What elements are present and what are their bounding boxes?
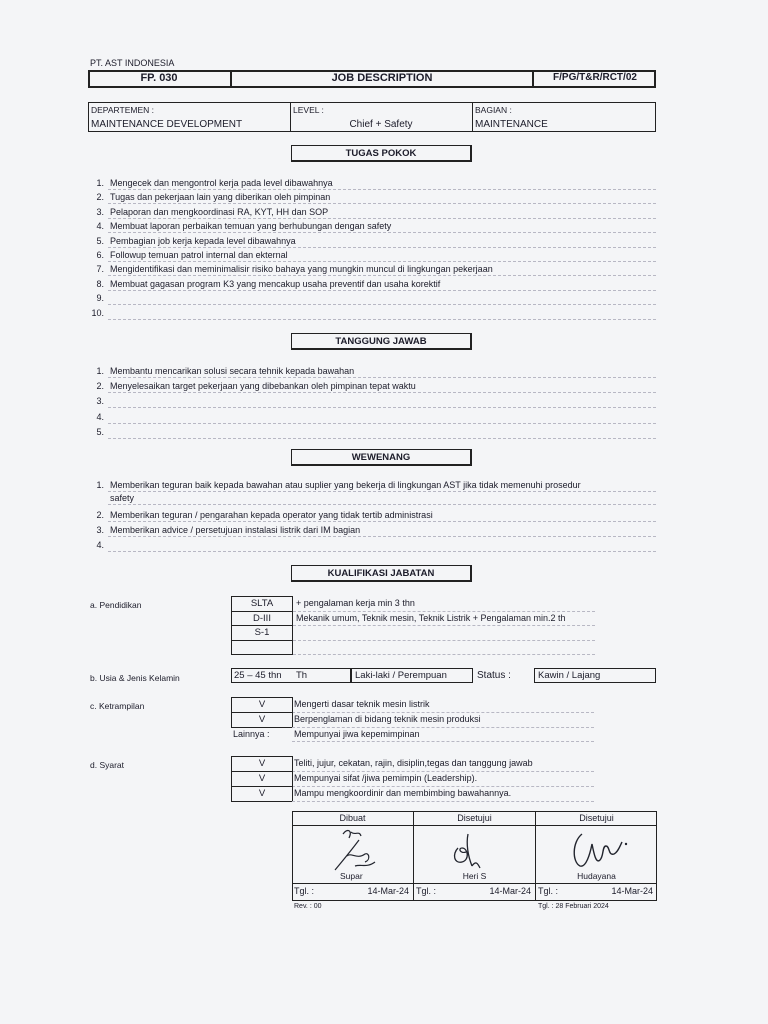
ketrampilan-checkmark: V: [231, 697, 293, 713]
dotted-line: [108, 392, 656, 393]
signature-date: 14-Mar-24: [367, 886, 409, 896]
list-number: 2.: [96, 510, 104, 520]
ketrampilan-label: c. Ketrampilan: [90, 701, 145, 711]
ketrampilan-text: Mengerti dasar teknik mesin listrik: [294, 699, 430, 709]
dotted-line: [108, 407, 656, 408]
signature-date-label: Tgl. :: [294, 886, 315, 896]
signature-name: Hudayana: [577, 871, 616, 881]
dotted-line: [108, 377, 656, 378]
dotted-line: [108, 275, 656, 276]
level-label: LEVEL :: [293, 105, 324, 115]
list-item-text: Mengidentifikasi dan meminimalisir risiko bahaya yang mungkin muncul di lingkungan pekerjaan: [110, 264, 493, 275]
status-label: Status :: [477, 670, 511, 681]
dotted-line: [293, 611, 595, 612]
department-label: DEPARTEMEN :: [91, 105, 154, 115]
list-item-text: Memberikan advice / persetujuan instalasi listrik dari IM bagian: [110, 525, 361, 535]
signature-date-label: Tgl. :: [416, 886, 437, 896]
list-item-text: Pembagian job kerja kepada level dibawahnya: [110, 235, 296, 246]
signature-header: Dibuat: [339, 813, 366, 823]
bagian-value: MAINTENANCE: [475, 119, 548, 130]
department-value: MAINTENANCE DEVELOPMENT: [91, 119, 243, 130]
dotted-line: [108, 247, 656, 248]
pendidikan-level: [231, 640, 293, 656]
syarat-text: Mempunyai sifat /jiwa pemimpin (Leadership).: [294, 773, 478, 783]
list-number: 5.: [96, 235, 104, 246]
dotted-line: [108, 304, 656, 305]
syarat-checkmark: V: [231, 786, 293, 802]
dotted-line: [108, 218, 656, 219]
pendidikan-level: SLTA: [231, 596, 293, 612]
pendidikan-level: S-1: [231, 625, 293, 641]
dotted-line: [108, 189, 656, 190]
syarat-checkmark: V: [231, 756, 293, 772]
list-number: 6.: [96, 250, 104, 260]
section-title-tanggung-jawab: TANGGUNG JAWAB: [291, 333, 472, 350]
list-item-text: Menyelesaikan target pekerjaan yang dibebankan oleh pimpinan tepat waktu: [110, 381, 416, 392]
list-number: 2.: [96, 192, 104, 203]
list-number: 4.: [96, 540, 104, 550]
signature-name: Supar: [340, 871, 363, 881]
list-number: 7.: [96, 264, 104, 275]
list-number: 1.: [96, 480, 104, 490]
list-item-text: Membuat gagasan program K3 yang mencakup usaha preventif dan usaha korektif: [110, 278, 441, 289]
list-item-text: Membuat laporan perbaikan temuan yang berhubungan dengan safety: [110, 221, 392, 232]
usia-unit: Th: [296, 670, 308, 681]
ketrampilan-checkmark: V: [231, 712, 293, 728]
pendidikan-note: Mekanik umum, Teknik mesin, Teknik Listrik + Pengalaman min.2 th: [296, 612, 566, 623]
document-title: JOB DESCRIPTION: [331, 72, 433, 84]
list-number: 4.: [96, 411, 104, 422]
section-title-tugas: TUGAS POKOK: [291, 145, 472, 162]
list-number: 8.: [96, 278, 104, 289]
dotted-line: [108, 521, 656, 522]
dotted-line: [292, 727, 594, 728]
list-item-text: Memberikan teguran / pengarahan kepada operator yang tidak tertib administrasi: [110, 510, 433, 520]
syarat-label: d. Syarat: [90, 760, 125, 770]
signature-date-label: Tgl. :: [538, 886, 559, 896]
lainnya-label: Lainnya :: [233, 729, 270, 739]
signature-name: Heri S: [462, 871, 487, 881]
usia-cell: [231, 668, 351, 683]
gender-value: Laki-laki / Perempuan: [351, 668, 473, 683]
dotted-line: [292, 801, 594, 802]
list-number: 3.: [96, 396, 104, 407]
form-number: FP. 030: [140, 72, 178, 84]
footer-rev: Rev. : 00: [294, 903, 322, 910]
pendidikan-level: D-III: [231, 611, 293, 627]
pendidikan-label: a. Pendidikan: [90, 600, 142, 610]
dotted-line: [292, 786, 594, 787]
dotted-line: [108, 491, 656, 492]
dotted-line: [108, 536, 656, 537]
signature-header: Disetujui: [579, 813, 614, 823]
signature-heri-graphic: [448, 830, 488, 874]
usia-label: b. Usia & Jenis Kelamin: [90, 673, 180, 683]
dotted-line: [108, 438, 656, 439]
list-number: 3.: [96, 206, 104, 217]
dotted-line: [108, 290, 656, 291]
company-name: PT. AST INDONESIA: [90, 58, 175, 68]
dotted-line: [108, 423, 656, 424]
lainnya-value: Mempunyai jiwa kepemimpinan: [294, 729, 420, 739]
list-item-text: Membantu mencarikan solusi secara tehnik kepada bawahan: [110, 366, 355, 376]
list-number: 2.: [96, 381, 104, 392]
usia-value: 25 – 45 thn: [234, 670, 282, 681]
list-number: 4.: [96, 221, 104, 232]
section-title-wewenang: WEWENANG: [291, 449, 472, 466]
bagian-label: BAGIAN :: [475, 105, 512, 115]
status-value: Kawin / Lajang: [534, 668, 656, 683]
footer-tgl: Tgl. : 28 Februari 2024: [538, 903, 609, 910]
dotted-line: [292, 712, 594, 713]
dotted-line: [293, 654, 595, 655]
pendidikan-note: + pengalaman kerja min 3 thn: [296, 598, 415, 608]
level-value: Chief + Safety: [349, 119, 413, 130]
list-item-text: Pelaporan dan mengkoordinasi RA, KYT, HH dan SOP: [110, 206, 329, 217]
list-number: 3.: [96, 525, 104, 535]
dotted-line: [108, 232, 656, 233]
dotted-line: [108, 261, 656, 262]
list-item-text: Mengecek dan mengontrol kerja pada level dibawahnya: [110, 178, 333, 188]
list-number: 1.: [96, 178, 104, 188]
list-item-text: Followup temuan patrol internal dan ekternal: [110, 250, 288, 260]
syarat-checkmark: V: [231, 771, 293, 787]
dotted-line: [108, 551, 656, 552]
ketrampilan-text: Berpenglaman di bidang teknik mesin produksi: [294, 714, 481, 724]
signature-header: Disetujui: [457, 813, 492, 823]
list-number: 9.: [96, 293, 104, 304]
dotted-line: [108, 504, 656, 505]
list-item-text: Tugas dan pekerjaan lain yang diberikan oleh pimpinan: [110, 192, 331, 203]
dotted-line: [293, 640, 595, 641]
list-number: 10.: [91, 307, 104, 318]
signature-date: 14-Mar-24: [489, 886, 531, 896]
syarat-text: Mampu mengkoordinir dan membimbing bawahannya.: [294, 788, 512, 798]
list-item-text: Memberikan teguran baik kepada bawahan atau suplier yang bekerja di lingkungan AST jika tidak memenuhi prosedur: [110, 480, 581, 490]
syarat-text: Teliti, jujur, cekatan, rajin, disiplin,tegas dan tanggung jawab: [294, 758, 533, 768]
dotted-line: [293, 625, 595, 626]
dotted-line: [292, 771, 594, 772]
section-title-kualifikasi: KUALIFIKASI JABATAN: [291, 565, 472, 582]
list-number: 1.: [96, 366, 104, 376]
signature-hudayana-graphic: [568, 824, 638, 872]
signature-supar-graphic: [325, 826, 385, 878]
dotted-line: [108, 203, 656, 204]
dotted-line: [108, 319, 656, 320]
list-number: 5.: [96, 426, 104, 437]
signature-date: 14-Mar-24: [611, 886, 653, 896]
document-code: F/PG/T&R/RCT/02: [553, 72, 637, 83]
list-item-text-continued: safety: [110, 493, 135, 503]
